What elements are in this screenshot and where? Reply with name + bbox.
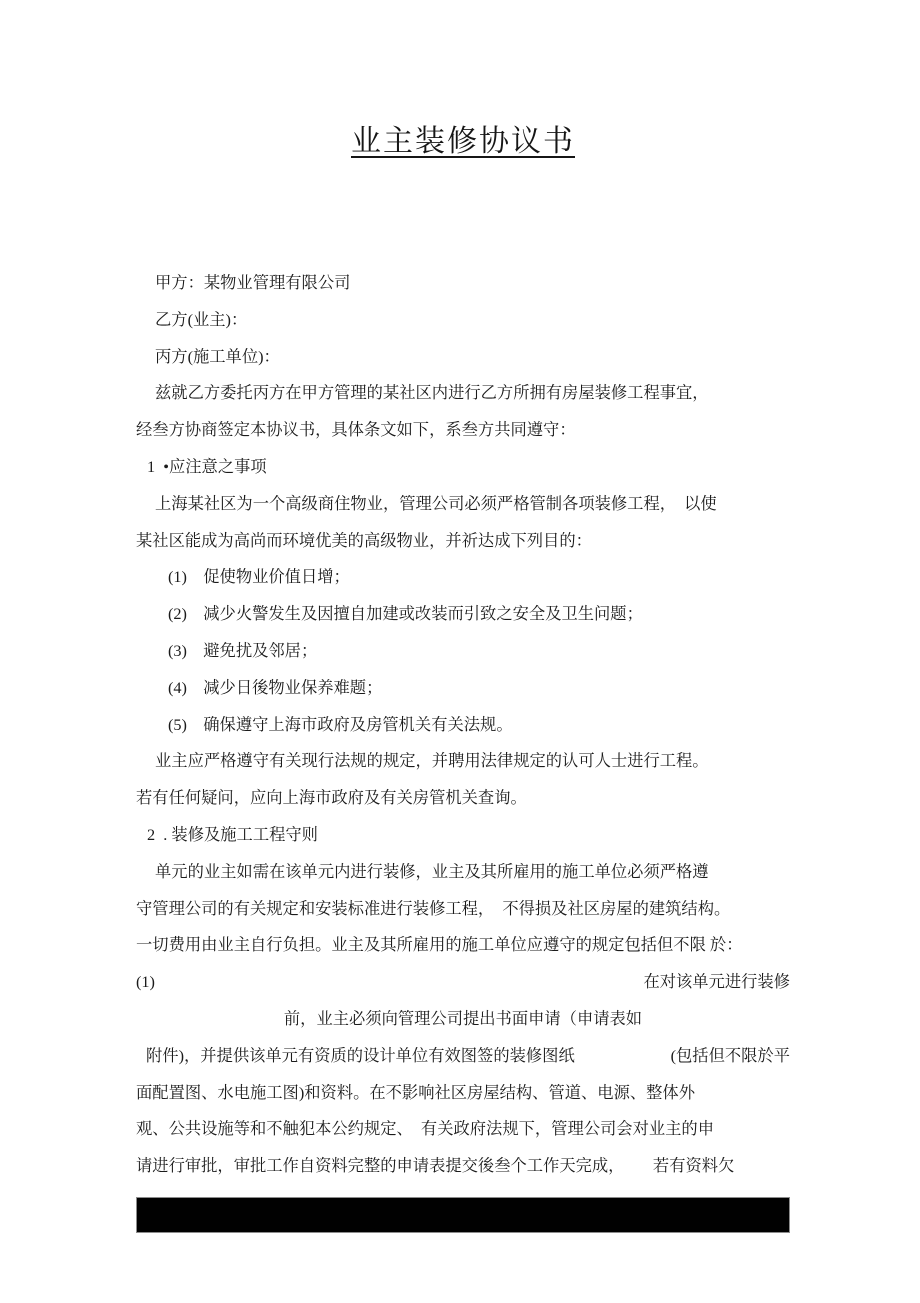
- section2-intro-line-1: 单元的业主如需在该单元内进行装修，业主及其所雇用的施工单位必须严格遵: [155, 861, 709, 881]
- redaction-bar: [136, 1197, 790, 1233]
- section2-intro-line-3: 一切费用由业主自行负担。业主及其所雇用的施工单位应遵守的规定包括但不限 於：: [136, 935, 743, 955]
- section1-item-4: (4) 减少日後物业保养难题；: [168, 677, 383, 697]
- section1-intro-line-2: 某社区能成为高尚而环境优美的高级物业，并祈达成下列目的：: [136, 530, 592, 550]
- document-body: [136, 265, 790, 1185]
- section1-closing-line-2: 若有任何疑问，应向上海市政府及有关房管机关查询。: [136, 788, 527, 808]
- title-container: [136, 116, 790, 160]
- section2-heading: 2 . 装修及施工工程守则: [147, 824, 318, 844]
- section2-item1-line-6: 请进行审批，审批工作自资料完整的申请表提交後叁个工作天完成， 若有资料欠: [136, 1156, 735, 1176]
- section1-item-5: (5) 确保遵守上海市政府及房管机关有关法规。: [168, 714, 513, 734]
- section2-item1-line-5: 观、公共设施等和不触犯本公约规定、 有关政府法规下，管理公司会对业主的申: [136, 1119, 714, 1139]
- section1-item-2: (2) 减少火警发生及因擅自加建或改装而引致之安全及卫生问题；: [168, 604, 643, 624]
- section2-item1-line-1-right: 在对该单元进行装修: [643, 972, 790, 992]
- section2-item1-marker: (1): [136, 972, 155, 992]
- section1-intro-line-1: 上海某社区为一个高级商住物业，管理公司必须严格管制各项装修工程， 以使: [155, 493, 717, 513]
- preamble-line-2: 经叁方协商签定本协议书，具体条文如下，系叁方共同遵守：: [136, 420, 576, 440]
- section2-item1-line-4: 面配置图、水电施工图)和资料。在不影响社区房屋结构、管道、电源、整体外: [136, 1082, 695, 1102]
- section1-heading: 1 •应注意之事项: [147, 456, 267, 476]
- section2-item1-line-3-left: 附件)，并提供该单元有资质的设计单位有效图签的装修图纸: [146, 1045, 575, 1065]
- party-b-line: 乙方(业主)：: [155, 309, 248, 329]
- party-c-line: 丙方(施工单位)：: [155, 346, 280, 366]
- section2-item1-line-2: 前，业主必须向管理公司提出书面申请（申请表如: [283, 1008, 643, 1028]
- document-title: 业主装修协议书: [351, 125, 575, 158]
- preamble-line-1: 兹就乙方委托丙方在甲方管理的某社区内进行乙方所拥有房屋装修工程事宜，: [155, 383, 709, 403]
- section1-closing-line-1: 业主应严格遵守有关现行法规的规定，并聘用法律规定的认可人士进行工程。: [155, 751, 709, 771]
- section2-item1-line-3-right: (包括但不限於平: [670, 1045, 790, 1065]
- section2-intro-line-2: 守管理公司的有关规定和安装标准进行装修工程， 不得损及社区房屋的建筑结构。: [136, 898, 731, 918]
- section1-item-3: (3) 避免扰及邻居；: [168, 640, 318, 660]
- section2-item1-line-3: [136, 1038, 790, 1075]
- party-a-line: 甲方：某物业管理有限公司: [155, 273, 351, 292]
- section1-item-1: (1) 促使物业价值日增；: [168, 567, 350, 587]
- section2-item1-line-1: [136, 964, 790, 1001]
